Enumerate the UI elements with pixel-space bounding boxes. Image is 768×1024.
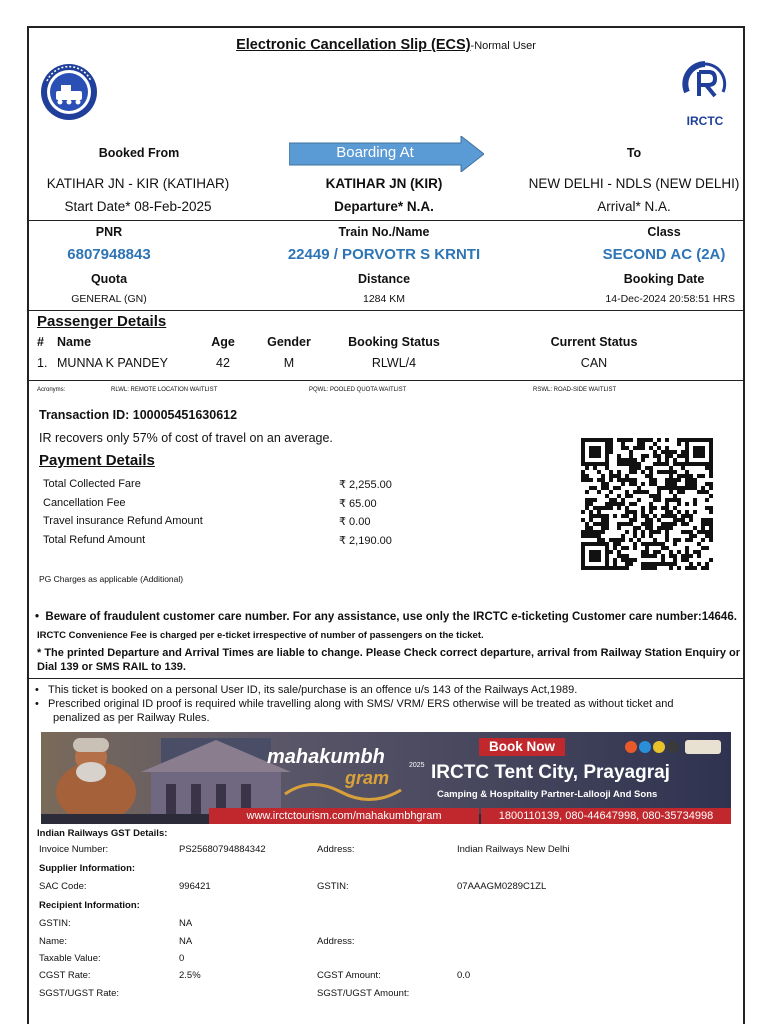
recipient-name-value: NA	[179, 936, 193, 947]
personal-id-text: This ticket is booked on a personal User ID, its sale/purchase is an offence u/s 143 of the Railways Act,1989.	[48, 684, 578, 696]
gst-title: Indian Railways GST Details:	[37, 828, 168, 839]
banner-year: 2025	[409, 762, 425, 769]
pg-charges-note: PG Charges as applicable (Additional)	[39, 574, 184, 584]
recipient-address-label: Address:	[317, 936, 355, 947]
acronym-rlwl: RLWL: REMOTE LOCATION WAITLIST	[111, 387, 218, 393]
booked-from-label: Booked From	[98, 146, 180, 160]
recipient-name-label: Name:	[39, 936, 67, 947]
invoice-value: PS25680794884342	[179, 844, 266, 855]
irctc-logo-icon	[675, 58, 735, 106]
address-label: Address:	[317, 844, 355, 855]
id-proof-text-2: penalized as per Railway Rules.	[53, 712, 210, 724]
address-value: Indian Railways New Delhi	[457, 844, 570, 855]
banner-url-link[interactable]: www.irctctourism.com/mahakumbhgram	[246, 810, 442, 822]
quota-value: GENERAL (GN)	[71, 293, 147, 305]
irctc-logo-text: IRCTC	[686, 114, 724, 128]
id-proof-notice: • Prescribed original ID proof is required while travelling along with SMS/ VRM/ ERS otherwise will be treated as without ticket and	[35, 698, 674, 710]
payment-label-insurance: Travel insurance Refund Amount	[43, 515, 203, 527]
distance-label: Distance	[357, 272, 411, 286]
class-value: SECOND AC (2A)	[602, 246, 726, 263]
recovery-note: IR recovers only 57% of cost of travel on an average.	[39, 431, 333, 445]
arrival-time: Arrival* N.A.	[597, 199, 671, 214]
distance-value: 1284 KM	[362, 293, 406, 305]
passenger-details-title: Passenger Details	[37, 313, 167, 330]
train-label: Train No./Name	[338, 225, 430, 239]
pnr-label: PNR	[95, 225, 123, 239]
payment-value-cancellation: ₹ 65.00	[339, 498, 377, 510]
sac-value: 996421	[179, 881, 211, 892]
passenger-name: MUNNA K PANDEY	[57, 356, 168, 370]
recipient-gstin-label: GSTIN:	[39, 918, 71, 929]
payment-label-cancellation: Cancellation Fee	[43, 497, 126, 509]
passenger-current-status: CAN	[580, 356, 608, 370]
banner-brand-bottom: gram	[345, 768, 390, 788]
qr-code-icon	[581, 438, 713, 570]
banner-brand-top: mahakumbh	[267, 746, 385, 768]
passenger-age: 42	[216, 356, 230, 370]
cgst-rate-label: CGST Rate:	[39, 970, 91, 981]
title-main: Electronic Cancellation Slip (ECS)	[236, 37, 471, 53]
title-subtitle: -Normal User	[470, 40, 536, 52]
acronym-rswl: RSWL: ROAD-SIDE WAITLIST	[533, 387, 617, 393]
supplier-info-label: Supplier Information:	[39, 863, 136, 874]
supplier-gstin-label: GSTIN:	[317, 881, 349, 892]
passenger-header-name: Name	[57, 335, 92, 349]
passenger-header-booking-status: Booking Status	[348, 335, 440, 349]
train-value: 22449 / PORVOTR S KRNTI	[287, 246, 481, 263]
sac-label: SAC Code:	[39, 881, 87, 892]
taxable-value: 0	[179, 953, 185, 964]
to-label: To	[626, 146, 642, 160]
personal-id-notice: • This ticket is booked on a personal User ID, its sale/purchase is an offence u/s 143 of the Railways Act,1989.	[35, 684, 578, 696]
payment-value-insurance: ₹ 0.00	[339, 516, 371, 528]
transaction-id: Transaction ID: 100005451630612	[39, 408, 238, 422]
timing-notice-line-2: Dial 139 or SMS RAIL to 139.	[37, 661, 186, 673]
banner-headline: IRCTC Tent City, Prayagraj	[431, 762, 670, 783]
supplier-gstin-value: 07AAAGM0289C1ZL	[457, 881, 547, 892]
banner-book-now[interactable]: Book Now	[489, 739, 555, 754]
to-station: NEW DELHI - NDLS (NEW DELHI)	[528, 176, 740, 191]
booking-date-value: 14-Dec-2024 20:58:51 HRS	[605, 293, 735, 305]
payment-label-refund: Total Refund Amount	[43, 534, 146, 546]
payment-value-collected: ₹ 2,255.00	[339, 479, 392, 491]
boarding-at-label: Boarding At	[336, 144, 414, 161]
cgst-amount-label: CGST Amount:	[317, 970, 381, 981]
indian-railways-logo-icon	[39, 61, 99, 123]
invoice-label: Invoice Number:	[39, 844, 109, 855]
class-label: Class	[647, 225, 681, 239]
divider	[29, 678, 743, 679]
document-title	[29, 36, 743, 53]
sgst-rate-label: SGST/UGST Rate:	[39, 988, 120, 999]
passenger-header-gender: Gender	[267, 335, 311, 349]
ecs-document	[27, 26, 745, 1024]
pnr-value: 6807948843	[67, 246, 151, 263]
passenger-gender: M	[283, 356, 295, 370]
cgst-rate-value: 2.5%	[179, 970, 201, 981]
passenger-header-age: Age	[211, 335, 235, 349]
mahakumbh-banner[interactable]	[41, 732, 731, 824]
boarding-station: KATIHAR JN (KIR)	[325, 176, 443, 191]
from-station: KATIHAR JN - KIR (KATIHAR)	[46, 176, 230, 191]
acronyms-label: Acronyms:	[37, 387, 66, 393]
divider	[29, 220, 743, 221]
passenger-header-current-status: Current Status	[550, 335, 638, 349]
payment-label-collected: Total Collected Fare	[43, 478, 141, 490]
recipient-info-label: Recipient Information:	[39, 900, 140, 911]
passenger-no: 1.	[37, 356, 48, 370]
payment-value-refund: ₹ 2,190.00	[339, 535, 392, 547]
acronym-pqwl: PQWL: POOLED QUOTA WAITLIST	[309, 387, 407, 393]
banner-tagline: Camping & Hospitality Partner-Lallooji And Sons	[437, 789, 658, 800]
payment-details-title: Payment Details	[39, 452, 155, 469]
convenience-fee-notice: IRCTC Convenience Fee is charged per e-ticket irrespective of number of passengers on the ticket.	[37, 630, 484, 641]
start-date: Start Date* 08-Feb-2025	[64, 199, 212, 214]
fraud-notice: • Beware of fraudulent customer care number. For any assistance, use only the IRCTC e-ticketing Customer care number:14646.	[35, 611, 737, 623]
sgst-amount-label: SGST/UGST Amount:	[317, 988, 410, 999]
divider	[29, 310, 743, 311]
passenger-header-no: #	[37, 335, 44, 349]
quota-label: Quota	[90, 272, 128, 286]
fraud-notice-text: Beware of fraudulent customer care number. For any assistance, use only the IRCTC e-ticketing Customer care number:14646.	[45, 611, 737, 623]
id-proof-text-1: Prescribed original ID proof is required while travelling along with SMS/ VRM/ ERS otherwise will be treated as without ticket and	[48, 698, 674, 710]
banner-phones: 1800110139, 080-44647998, 080-35734998	[498, 810, 714, 822]
divider	[29, 380, 743, 381]
passenger-booking-status: RLWL/4	[371, 356, 417, 370]
timing-notice-line-1: * The printed Departure and Arrival Times are liable to change. Please Check correct departure, arrival from Railway Station Enquiry or	[37, 647, 741, 659]
booking-date-label: Booking Date	[623, 272, 705, 286]
recipient-gstin-value: NA	[179, 918, 193, 929]
departure-time: Departure* N.A.	[334, 199, 434, 214]
taxable-value-label: Taxable Value:	[39, 953, 101, 964]
cgst-amount-value: 0.0	[457, 970, 471, 981]
